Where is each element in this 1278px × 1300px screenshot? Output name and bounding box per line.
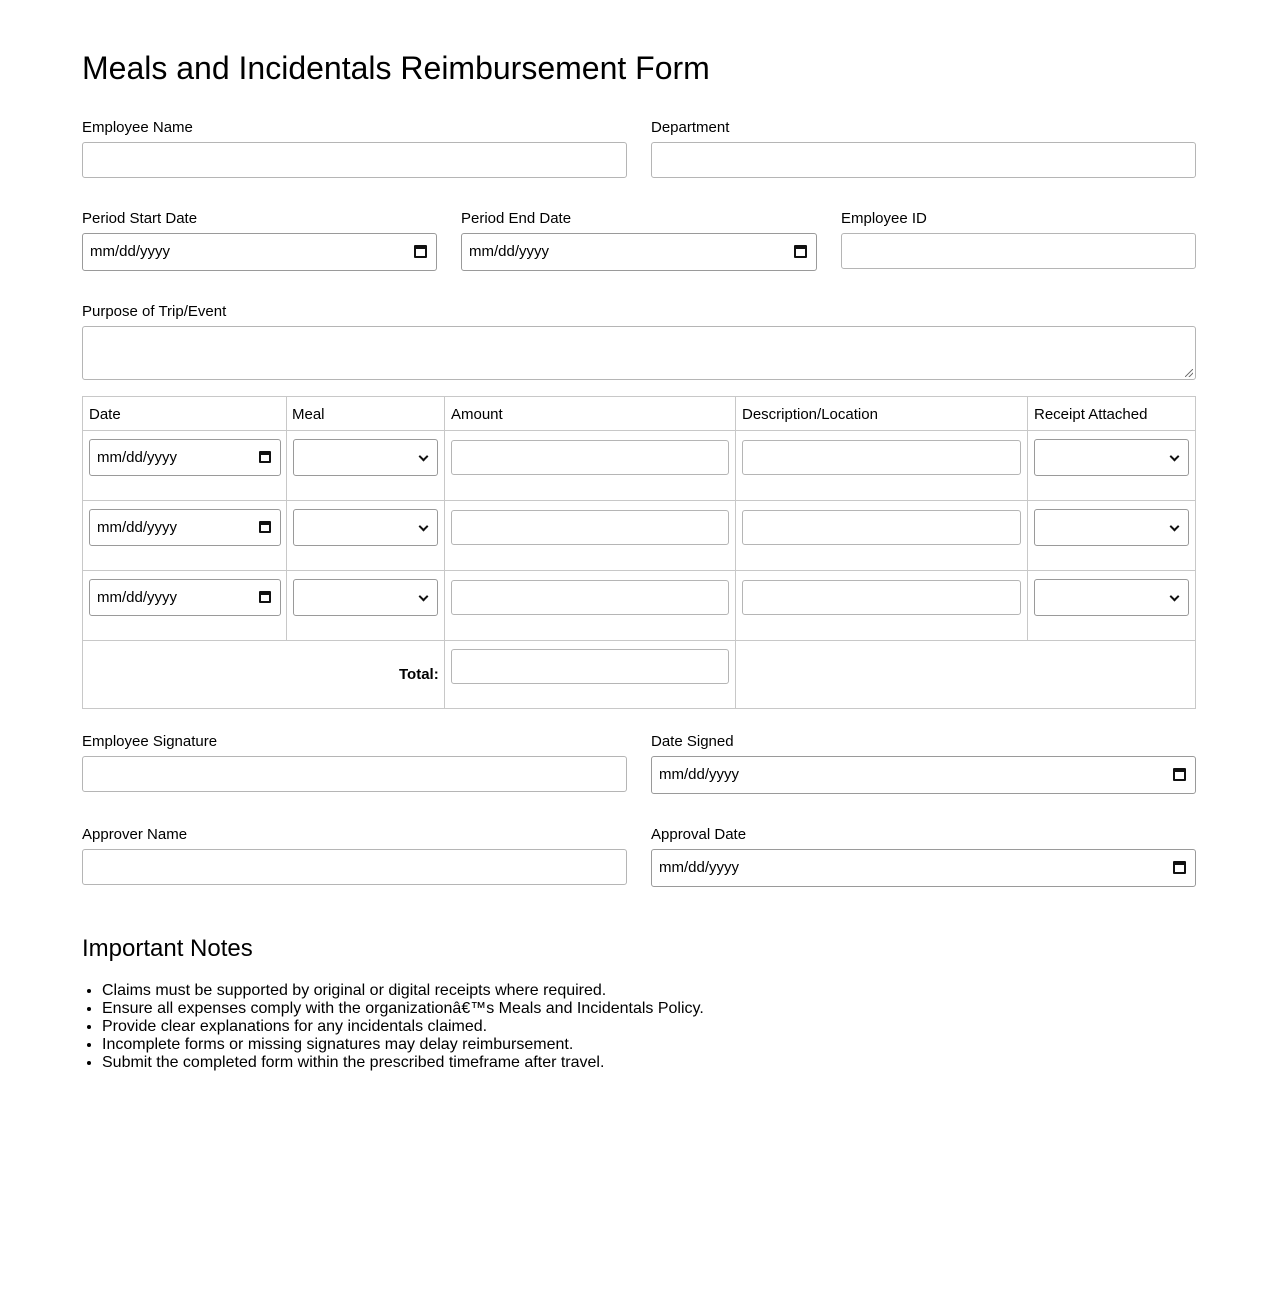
period-end-group [461, 210, 817, 271]
table-divider [286, 397, 287, 641]
list-item: • Claims must be supported by original or digital receipts where required. [102, 982, 704, 1000]
date-signed-label: Date Signed [651, 733, 734, 750]
row1-description-input[interactable] [742, 440, 1021, 475]
employee-signature-input[interactable] [82, 756, 627, 792]
row1-date-placeholder: mm/dd/yyyy [97, 449, 178, 466]
table-divider [1027, 397, 1028, 641]
chevron-down-icon [419, 452, 429, 462]
chevron-down-icon [1170, 592, 1180, 602]
header-date: Date [89, 406, 121, 423]
chevron-down-icon [419, 522, 429, 532]
row2-amount-input[interactable] [451, 510, 729, 545]
row1-receipt-select[interactable] [1034, 439, 1189, 476]
employee-name-label: Employee Name [82, 119, 193, 136]
period-start-group [82, 210, 437, 271]
header-meal: Meal [292, 406, 325, 423]
period-end-placeholder: mm/dd/yyyy [469, 243, 550, 260]
notes-list [82, 982, 704, 1072]
total-label: Total: [399, 666, 439, 683]
department-input[interactable] [651, 142, 1196, 178]
period-start-placeholder: mm/dd/yyyy [90, 243, 171, 260]
date-signed-group [651, 733, 1196, 794]
chevron-down-icon [419, 592, 429, 602]
list-item: • Provide clear explanations for any incidentals claimed. [102, 1018, 704, 1036]
calendar-icon[interactable] [414, 245, 427, 258]
purpose-label: Purpose of Trip/Event [82, 303, 227, 320]
calendar-icon[interactable] [1173, 861, 1186, 874]
header-amount: Amount [451, 406, 503, 423]
employee-signature-group [82, 733, 627, 792]
period-start-label: Period Start Date [82, 210, 198, 227]
row1-date-input[interactable] [89, 439, 281, 476]
employee-id-label: Employee ID [841, 210, 927, 227]
row3-receipt-select[interactable] [1034, 579, 1189, 616]
employee-name-input[interactable] [82, 142, 627, 178]
table-divider [83, 500, 1195, 501]
list-item: • Ensure all expenses comply with the organizationâ€™s Meals and Incidentals Policy. [102, 1000, 704, 1018]
row2-receipt-select[interactable] [1034, 509, 1189, 546]
chevron-down-icon [1170, 522, 1180, 532]
approver-name-label: Approver Name [82, 826, 188, 843]
department-group [651, 119, 1196, 178]
approval-date-input[interactable] [651, 849, 1196, 887]
period-end-label: Period End Date [461, 210, 572, 227]
date-signed-placeholder: mm/dd/yyyy [659, 766, 740, 783]
page-title: Meals and Incidentals Reimbursement Form [82, 50, 710, 86]
employee-id-input[interactable] [841, 233, 1196, 269]
purpose-textarea[interactable] [82, 326, 1196, 380]
total-amount-input[interactable] [451, 649, 729, 684]
period-start-date-input[interactable] [82, 233, 437, 271]
row3-date-placeholder: mm/dd/yyyy [97, 589, 178, 606]
row1-amount-input[interactable] [451, 440, 729, 475]
calendar-icon[interactable] [259, 521, 271, 533]
resize-grip-icon[interactable] [1185, 369, 1193, 377]
row3-description-input[interactable] [742, 580, 1021, 615]
row3-date-input[interactable] [89, 579, 281, 616]
table-divider [444, 397, 445, 708]
row2-meal-select[interactable] [293, 509, 438, 546]
approval-date-placeholder: mm/dd/yyyy [659, 859, 740, 876]
row2-date-placeholder: mm/dd/yyyy [97, 519, 178, 536]
approver-name-group [82, 826, 627, 885]
date-signed-input[interactable] [651, 756, 1196, 794]
period-end-date-input[interactable] [461, 233, 817, 271]
employee-id-group [841, 210, 1196, 269]
row1-meal-select[interactable] [293, 439, 438, 476]
employee-name-group [82, 119, 627, 178]
calendar-icon[interactable] [1173, 768, 1186, 781]
list-item: • Submit the completed form within the prescribed timeframe after travel. [102, 1054, 704, 1072]
approval-date-label: Approval Date [651, 826, 747, 843]
list-item: • Incomplete forms or missing signatures may delay reimbursement. [102, 1036, 704, 1054]
purpose-group [82, 303, 1196, 380]
table-divider [735, 397, 736, 708]
notes-heading: Important Notes [82, 935, 253, 962]
expense-table [82, 396, 1196, 709]
approver-name-input[interactable] [82, 849, 627, 885]
calendar-icon[interactable] [259, 451, 271, 463]
department-label: Department [651, 119, 730, 136]
chevron-down-icon [1170, 452, 1180, 462]
approval-date-group [651, 826, 1196, 887]
employee-signature-label: Employee Signature [82, 733, 218, 750]
table-divider [83, 430, 1195, 431]
table-divider [83, 570, 1195, 571]
row2-date-input[interactable] [89, 509, 281, 546]
row2-description-input[interactable] [742, 510, 1021, 545]
calendar-icon[interactable] [259, 591, 271, 603]
row3-meal-select[interactable] [293, 579, 438, 616]
calendar-icon[interactable] [794, 245, 807, 258]
header-description: Description/Location [742, 406, 878, 423]
row3-amount-input[interactable] [451, 580, 729, 615]
header-receipt: Receipt Attached [1034, 406, 1148, 423]
table-divider [83, 640, 1195, 641]
